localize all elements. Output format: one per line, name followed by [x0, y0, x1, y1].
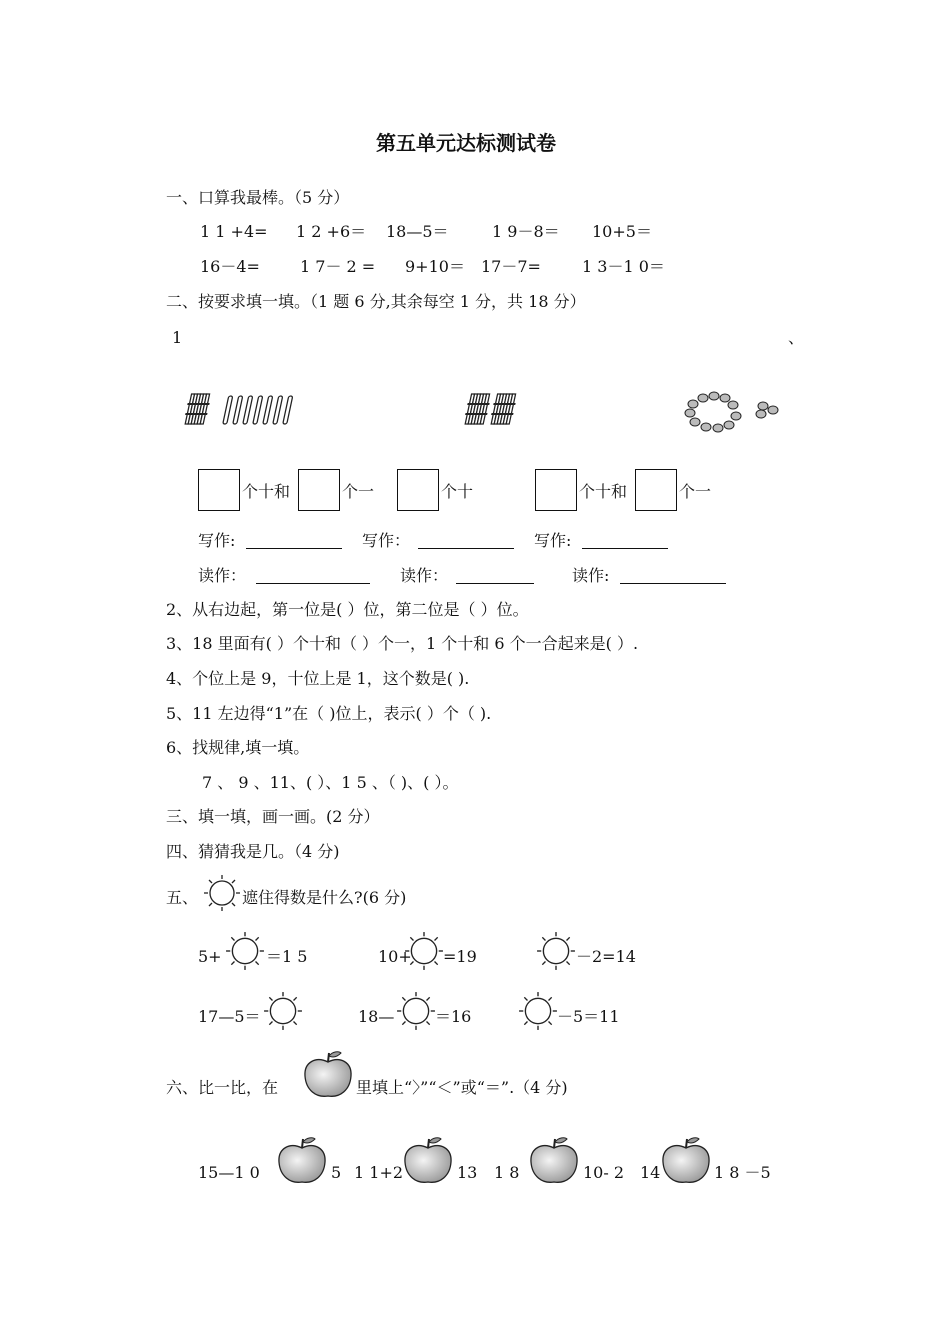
read-label-1: 读作： — [198, 566, 247, 585]
question-6-sequence: 7 、 9 、11、( ）、1 5 、（ )、( ）。 — [202, 773, 459, 792]
stick-bundle-icon-group-1 — [186, 390, 306, 430]
sun-icon — [396, 991, 436, 1031]
sun-eq-2-right: =19 — [443, 947, 477, 966]
write-blank-1[interactable] — [246, 548, 342, 549]
answer-box-ones-1[interactable] — [298, 469, 340, 511]
sun-eq-6-right: －5＝11 — [557, 1007, 620, 1026]
sun-eq-2-left: 10+ — [378, 947, 412, 966]
answer-box-tens-2[interactable] — [397, 469, 439, 511]
apple-icon[interactable] — [276, 1136, 328, 1186]
answer-box-tens-3[interactable] — [535, 469, 577, 511]
sun-eq-4-left: 17—5＝ — [198, 1007, 261, 1026]
section-5-heading-prefix: 五、 — [166, 888, 199, 907]
sun-eq-5-left: 18— — [358, 1007, 395, 1026]
unit-label: 个十和 — [579, 482, 628, 501]
unit-label: 个一 — [679, 482, 712, 501]
bead-ring-icon — [684, 392, 784, 434]
page-title: 第五单元达标测试卷 — [376, 131, 556, 155]
unit-label: 个十 — [441, 482, 474, 501]
apple-icon[interactable] — [402, 1136, 454, 1186]
sun-eq-5-right: ＝16 — [435, 1007, 472, 1026]
compare-1-left: 15—1 0 — [198, 1163, 260, 1182]
unit-label: 个十和 — [242, 482, 291, 501]
compare-2-left: 1 1+2 — [354, 1163, 404, 1182]
section-6-heading: 里填上“〉”“＜”或“＝”.（4 分) — [356, 1078, 568, 1097]
question-5: 5、11 左边得“1”在（ )位上，表示( ）个（ ). — [166, 704, 492, 723]
unit-label: 个一 — [342, 482, 375, 501]
arith-2-5: 1 3－1 0＝ — [582, 257, 665, 276]
sun-eq-1-right: ＝1 5 — [266, 947, 308, 966]
section-5-heading: 遮住得数是什么?(6 分) — [242, 888, 407, 907]
answer-box-tens-1[interactable] — [198, 469, 240, 511]
read-blank-1[interactable] — [256, 583, 370, 584]
compare-1-right: 5 — [331, 1163, 342, 1182]
sun-eq-3-right: －2=14 — [576, 947, 636, 966]
question-1-number: 1 — [172, 328, 183, 347]
sun-icon — [263, 991, 303, 1031]
stick-bundle-icon-group-2 — [466, 390, 536, 430]
compare-3-left: 1 8 — [494, 1163, 520, 1182]
compare-4-right: 1 8 －5 — [714, 1163, 771, 1182]
apple-icon[interactable] — [528, 1136, 580, 1186]
question-3: 3、18 里面有( ）个十和（ ）个一，1 个十和 6 个一合起来是( ）. — [166, 634, 639, 653]
section-3-heading: 三、填一填，画一画。(2 分） — [166, 807, 380, 826]
arith-1-5: 10+5＝ — [592, 222, 652, 241]
write-label-3: 写作: — [534, 531, 572, 550]
question-2: 2、从右边起，第一位是( ）位，第二位是（ ）位。 — [166, 600, 529, 619]
question-4: 4、个位上是 9，十位上是 1，这个数是( ). — [166, 669, 470, 688]
section-1-heading: 一、口算我最棒。（5 分） — [166, 188, 350, 207]
compare-3-right: 10- 2 — [583, 1163, 625, 1182]
arith-1-1: 1 1 +4= — [200, 222, 268, 241]
arith-2-1: 16－4= — [200, 257, 260, 276]
question-1-mark: 、 — [788, 328, 805, 347]
read-blank-2[interactable] — [456, 583, 534, 584]
section-4-heading: 四、猜猜我是几。（4 分) — [166, 842, 340, 861]
apple-icon — [302, 1050, 354, 1100]
sun-icon — [518, 991, 558, 1031]
answer-box-ones-3[interactable] — [635, 469, 677, 511]
sun-icon — [203, 874, 241, 912]
read-label-3: 读作: — [572, 566, 610, 585]
sun-icon — [404, 931, 444, 971]
compare-2-right: 13 — [457, 1163, 478, 1182]
read-blank-3[interactable] — [620, 583, 726, 584]
arith-1-4: 1 9－8＝ — [492, 222, 560, 241]
arith-2-3: 9+10＝ — [405, 257, 465, 276]
write-blank-2[interactable] — [418, 548, 514, 549]
section-2-heading: 二、按要求填一填。（1 题 6 分,其余每空 1 分，共 18 分） — [166, 292, 586, 311]
apple-icon[interactable] — [660, 1136, 712, 1186]
sun-icon — [225, 931, 265, 971]
arith-2-4: 17－7= — [481, 257, 541, 276]
sun-icon — [536, 931, 576, 971]
arith-1-2: 1 2 +6＝ — [296, 222, 367, 241]
write-blank-3[interactable] — [582, 548, 668, 549]
arith-1-3: 18—5＝ — [386, 222, 449, 241]
section-6-heading-prefix: 六、比一比，在 — [166, 1078, 279, 1097]
question-6: 6、找规律,填一填。 — [166, 738, 310, 757]
read-label-2: 读作： — [400, 566, 449, 585]
arith-2-2: 1 7－ 2 = — [300, 257, 376, 276]
write-label-1: 写作: — [198, 531, 236, 550]
compare-4-left: 14 — [640, 1163, 661, 1182]
write-label-2: 写作： — [362, 531, 411, 550]
sun-eq-1-left: 5+ — [198, 947, 222, 966]
